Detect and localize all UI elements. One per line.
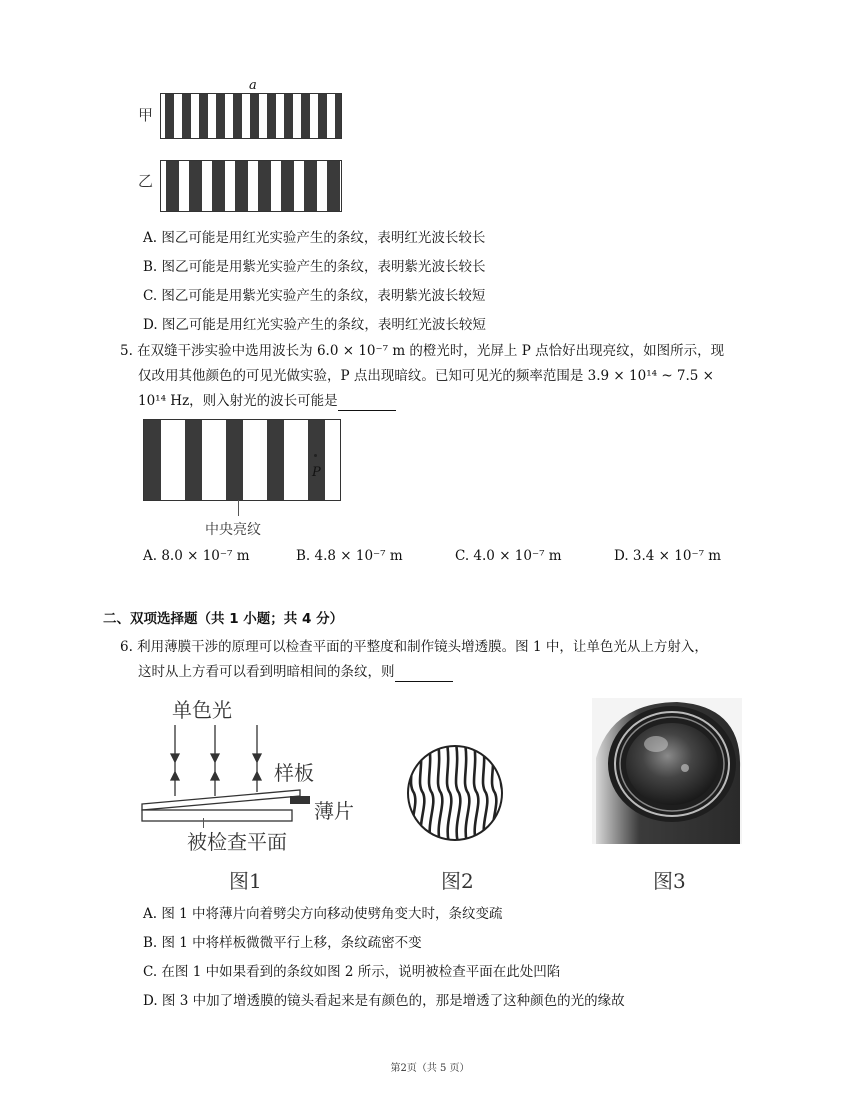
- dark-fringe: [335, 94, 342, 138]
- q5-option-a: A. 8.0 × 10⁻⁷ m: [143, 548, 250, 564]
- q5-line-3-text: 10¹⁴ Hz，则入射光的波长可能是: [138, 393, 338, 409]
- q6-line-2: [138, 662, 453, 682]
- q6-line-2-text: 这时从上方看可以看到明暗相间的条纹，则: [138, 664, 395, 680]
- dark-fringe: [301, 94, 310, 138]
- dark-fringe: [165, 94, 174, 138]
- label-template-plate: 样板: [274, 761, 314, 785]
- dark-fringe: [327, 161, 340, 211]
- dark-fringe: [250, 94, 259, 138]
- label-center-bright: 中央亮纹: [205, 522, 261, 538]
- dark-fringe: [284, 94, 293, 138]
- fringe-pattern-yi: [160, 160, 342, 212]
- dark-fringe: [182, 94, 191, 138]
- curved-fringe-line: [465, 743, 469, 843]
- q5-option-d: D. 3.4 × 10⁻⁷ m: [614, 548, 722, 564]
- page-footer: 第2页（共 5 页）: [390, 1063, 470, 1074]
- fringe-pattern-q5: [143, 419, 341, 501]
- q5-line-3: [138, 391, 396, 411]
- q5-option-b: B. 4.8 × 10⁻⁷ m: [296, 548, 403, 564]
- point-p-dot: [314, 454, 317, 457]
- curved-fringe-line: [447, 743, 451, 843]
- dark-fringe: [267, 420, 284, 500]
- dark-fringe: [216, 94, 225, 138]
- q5-line-1: 5. 在双缝干涉实验中选用波长为 6.0 × 10⁻⁷ m 的橙光时，光屏上 P 点恰好出现亮纹，如图所示，现: [120, 343, 725, 359]
- q4-option-a: A. 图乙可能是用红光实验产生的条纹，表明红光波长较长: [143, 230, 486, 246]
- dark-fringe: [166, 161, 179, 211]
- label-yi: 乙: [138, 172, 154, 190]
- q6-option-d: D. 图 3 中加了增透膜的镜头看起来是有颜色的，那是增透了这种颜色的光的缘故: [143, 993, 625, 1009]
- dark-fringe: [258, 161, 271, 211]
- q4-option-d: D. 图乙可能是用红光实验产生的条纹，表明红光波长较短: [143, 317, 486, 333]
- curved-fringe-line: [438, 743, 442, 843]
- dark-fringe: [212, 161, 225, 211]
- figure-2-caption: 图2: [441, 869, 474, 893]
- label-p: P: [312, 465, 321, 480]
- q6-option-b: B. 图 1 中将样板微微平行上移，条纹疏密不变: [143, 935, 422, 951]
- q6-option-c: C. 在图 1 中如果看到的条纹如图 2 所示，说明被检查平面在此处凹陷: [143, 964, 561, 980]
- dark-fringe: [226, 420, 243, 500]
- q4-option-c: C. 图乙可能是用紫光实验产生的条纹，表明紫光波长较短: [143, 288, 486, 304]
- curved-fringes-circle: [405, 743, 505, 843]
- dark-fringe: [144, 420, 161, 500]
- fringe-pattern-jia: [160, 93, 342, 139]
- dark-fringe: [185, 420, 202, 500]
- dark-fringe: [189, 161, 202, 211]
- q5-line-2: 仅改用其他颜色的可见光做实验，P 点出现暗纹。已知可见光的频率范围是 3.9 × 10¹⁴ ~ 7.5 ×: [138, 368, 714, 384]
- label-thin-slice: 薄片: [314, 799, 354, 823]
- q5-option-c: C. 4.0 × 10⁻⁷ m: [455, 548, 562, 564]
- dark-fringe: [199, 94, 208, 138]
- label-a: a: [249, 78, 257, 93]
- q6-line-1: 6. 利用薄膜干涉的原理可以检查平面的平整度和制作镜头增透膜。图 1 中，让单色光从上方射入，: [120, 639, 708, 655]
- dark-fringe: [267, 94, 276, 138]
- curved-fringe-line: [411, 743, 415, 843]
- dark-fringe: [233, 94, 242, 138]
- q4-option-b: B. 图乙可能是用紫光实验产生的条纹，表明紫光波长较长: [143, 259, 486, 275]
- curved-fringe-line: [456, 743, 460, 843]
- dark-fringe: [308, 420, 325, 500]
- curved-fringe-line: [429, 743, 433, 843]
- figure-3-caption: 图3: [653, 869, 686, 893]
- dark-fringe: [318, 94, 327, 138]
- curved-fringe-line: [492, 743, 496, 843]
- dark-fringe: [281, 161, 294, 211]
- coated-lens-photo: [592, 698, 742, 844]
- figure-1-caption: 图1: [229, 869, 262, 893]
- label-jia: 甲: [138, 106, 154, 124]
- center-pointer-line: [238, 500, 239, 516]
- section-2-heading: 二、双项选择题（共 1 小题；共 4 分）: [103, 611, 344, 627]
- answer-blank: [338, 396, 396, 411]
- dark-fringe: [304, 161, 317, 211]
- label-inspected-surface: 被检查平面: [187, 830, 287, 854]
- answer-blank: [395, 667, 453, 682]
- dark-fringe: [235, 161, 248, 211]
- q6-option-a: A. 图 1 中将薄片向着劈尖方向移动使劈角变大时，条纹变疏: [143, 906, 503, 922]
- label-monochrome-light: 单色光: [172, 698, 232, 722]
- curved-fringe-line: [474, 743, 478, 843]
